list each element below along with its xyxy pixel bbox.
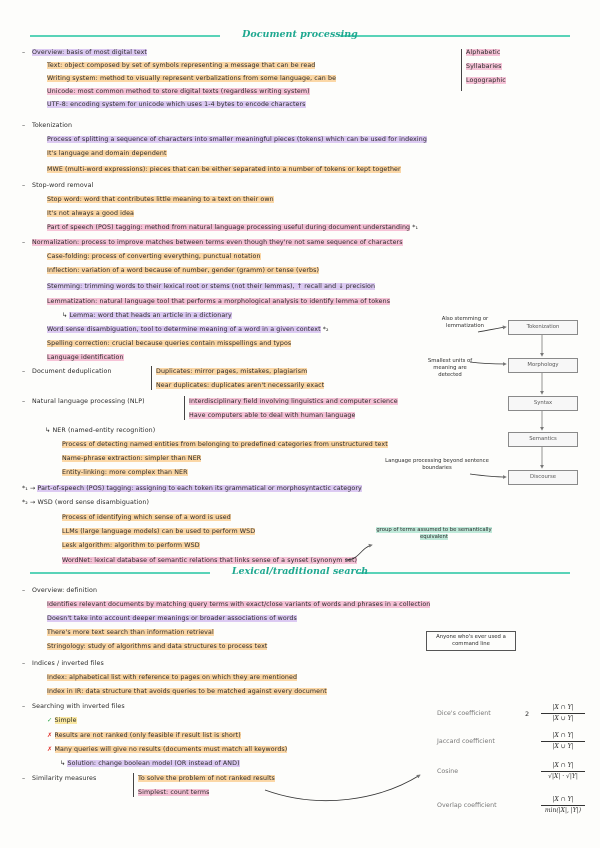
ner-l2: Name-phrase extraction: simpler than NER (62, 455, 202, 462)
formula-name: Overlap coefficient (437, 802, 497, 809)
bullet: – (22, 703, 26, 710)
token-l3: MWE (multi-word expressions): pieces that can be either separated into a number of tokens or kept together (47, 166, 401, 173)
formula-name: Jaccard coefficient (437, 738, 495, 745)
fraction-bar (541, 805, 585, 806)
formula-row (435, 792, 595, 822)
wsd-l4: WordNet: lexical database of semantic relations that links sense of a synset (synonym set) (62, 557, 358, 564)
dedup-near: Near duplicates: duplicates aren't necessarily exact (156, 382, 325, 389)
utf8: UTF-8: encoding system for unicode which uses 1-4 bytes to encode characters (47, 101, 306, 108)
diagram-box-discourse: Discourse (508, 470, 578, 485)
bullet: – (22, 368, 26, 375)
norm-stemming: Stemming: trimming words to their lexical root or stems (not their lemmas), ↑ recall and ↓ precision (47, 283, 376, 290)
wsd-l2: LLMs (large language models) can be used to perform WSD (62, 528, 256, 535)
note-stemming: Also stemming or lemmatization (441, 316, 489, 329)
side-item: Syllabaries (466, 63, 502, 70)
search-pro: ✓ Simple (47, 717, 77, 724)
formula-denominator: √|X| · √|Y| (548, 773, 578, 780)
formula-row (435, 728, 595, 758)
similarity-l1: To solve the problem of not ranked results (138, 775, 275, 782)
norm-language: Language identification (47, 354, 124, 361)
formula-expression (533, 728, 593, 758)
formula-denominator: min(|X|, |Y|) (544, 807, 582, 814)
bullet: – (22, 239, 26, 246)
formula-name: Cosine (437, 768, 459, 775)
fraction-bar (541, 741, 585, 742)
norm-wsd: Word sense disambiguation, tool to determine meaning of a word in a given context *₂ (47, 326, 329, 333)
norm-lemmatization: Lemmatization: natural language tool that performs a morphological analysis to identify lemma of tokens (47, 298, 391, 305)
lex-l2: Doesn't take into account deeper meanings or broader associations of words (47, 615, 297, 622)
writing-system: Writing system: method to visually represent verbalizations from some language, can be (47, 75, 337, 82)
pos-tagging: *₁ → Part-of-speech (POS) tagging: assigning to each token its grammatical or morphosyntactic category (22, 485, 362, 492)
formula-expression (533, 792, 593, 822)
nlp-l1: Interdisciplinary field involving linguistics and computer science (189, 398, 398, 405)
formula-name: Dice's coefficient (437, 710, 491, 717)
formula-denominator: |X ∪ Y| (552, 743, 574, 750)
wsd-head: *₂ → WSD (word sense disambiguation) (22, 499, 149, 506)
section-dedup-head: Document deduplication (32, 368, 112, 375)
wsd-l3: Lesk algorithm: algorithm to perform WSD (62, 542, 200, 549)
bullet: – (22, 775, 26, 782)
norm-inflection: Inflection: variation of a word because of number, gender (gramm) or tense (verbs) (47, 267, 320, 274)
diagram-box-semantics: Semantics (508, 432, 578, 447)
similarity-bracket (133, 773, 134, 797)
bullet: – (22, 398, 26, 405)
fraction-bar (541, 713, 585, 714)
norm-lemma: ↳ Lemma: word that heads an article in a dictionary (62, 312, 232, 319)
search-solution: ↳ Solution: change boolean model (OR instead of AND) (60, 760, 240, 767)
section-lex-overview-head: Overview: definition (32, 587, 98, 594)
section-indices-head: Indices / inverted files (32, 660, 104, 667)
bullet: – (22, 660, 26, 667)
formula-expression (533, 758, 593, 788)
ner-l3: Entity-linking: more complex than NER (62, 469, 188, 476)
section-similarity-head: Similarity measures (32, 775, 97, 782)
section-stopword-head: Stop-word removal (32, 182, 94, 189)
formula-denominator: |X ∪ Y| (552, 715, 574, 722)
stop-l1: Stop word: word that contributes little meaning to a text on their own (47, 196, 274, 203)
formula-prefix: 2 (525, 710, 530, 718)
norm-case: Case-folding: process of converting everything, punctual notation (47, 253, 261, 260)
formula-numerator: |X ∩ Y| (552, 732, 574, 739)
unicode: Unicode: most common method to store digital texts (regardless writing system) (47, 88, 310, 95)
dedup-duplicates: Duplicates: mirror pages, mistakes, plagiarism (156, 368, 308, 375)
page-title: Document processing (242, 29, 358, 40)
formula-numerator: |X ∩ Y| (552, 704, 574, 711)
formula-numerator: |X ∩ Y| (552, 762, 574, 769)
nlp-l2: Have computers able to deal with human language (189, 412, 356, 419)
token-l1: Process of splitting a sequence of characters into smaller meaningful pieces (tokens) which can be used for indexing (47, 136, 427, 143)
formula-numerator: |X ∩ Y| (552, 796, 574, 803)
similarity-l2: Simplest: count terms (138, 789, 210, 796)
side-item: Alphabetic (466, 49, 501, 56)
section-tokenization-head: Tokenization (32, 122, 73, 129)
note-synset: group of terms assumed to be semantically equivalent (376, 527, 492, 540)
norm-spelling: Spelling correction: crucial because queries contain misspellings and typos (47, 340, 292, 347)
token-l2: It's language and domain dependent (47, 150, 167, 157)
stop-l2: It's not always a good idea (47, 210, 135, 217)
lex-l1: Identifies relevant documents by matching query terms with exact/close variants of words and phrases in a collection (47, 601, 431, 608)
section-normalization-head: Normalization: process to improve matches between terms even though they're not same sequence of characters (32, 239, 403, 246)
diagram-box-morphology: Morphology (508, 358, 578, 373)
section-overview-head: Overview: basis of most digital text (32, 49, 148, 56)
bullet: – (22, 182, 26, 189)
lex-l3: There's more text search than information retrieval (47, 629, 214, 636)
ner-l1: Process of detecting named entities from belonging to predefined categories from unstructured text (62, 441, 388, 448)
search-con-2: ✗ Many queries will give no results (documents must match all keywords) (47, 746, 288, 753)
ner-head: ↳ NER (named-entity recognition) (45, 427, 156, 434)
index-l1: Index: alphabetical list with reference to pages on which they are mentioned (47, 674, 298, 681)
text-def: Text: object composed by set of symbols representing a message that can be read (47, 62, 316, 69)
side-item: Logographic (466, 77, 506, 84)
note-command-line: Anyone who's ever used a command line (426, 631, 516, 651)
lex-l4: Stringology: study of algorithms and data structures to process text (47, 643, 268, 650)
bullet: – (22, 49, 26, 56)
formula-row (435, 758, 595, 788)
diagram-box-syntax: Syntax (508, 396, 578, 411)
bullet: – (22, 122, 26, 129)
note-discourse: Language processing beyond sentence boundaries (385, 458, 489, 471)
note-morphology: Smallest units of meaning are detected (427, 358, 473, 378)
formula-row (435, 700, 595, 730)
diagram-box-tokenization: Tokenization (508, 320, 578, 335)
search-con-1: ✗ Results are not ranked (only feasible if result list is short) (47, 732, 241, 739)
section-nlp-head: Natural language processing (NLP) (32, 398, 145, 405)
section-title-lexical: Lexical/traditional search (231, 566, 369, 577)
bullet: – (22, 587, 26, 594)
stop-l3: Part of speech (POS) tagging: method from natural language processing useful during document understanding *₁ (47, 224, 419, 231)
fraction-bar (541, 771, 585, 772)
index-l2: Index in IR: data structure that avoids queries to be matched against every document (47, 688, 327, 695)
section-search-head: Searching with inverted files (32, 703, 125, 710)
wsd-l1: Process of identifying which sense of a word is used (62, 514, 231, 521)
formula-expression (525, 700, 593, 730)
